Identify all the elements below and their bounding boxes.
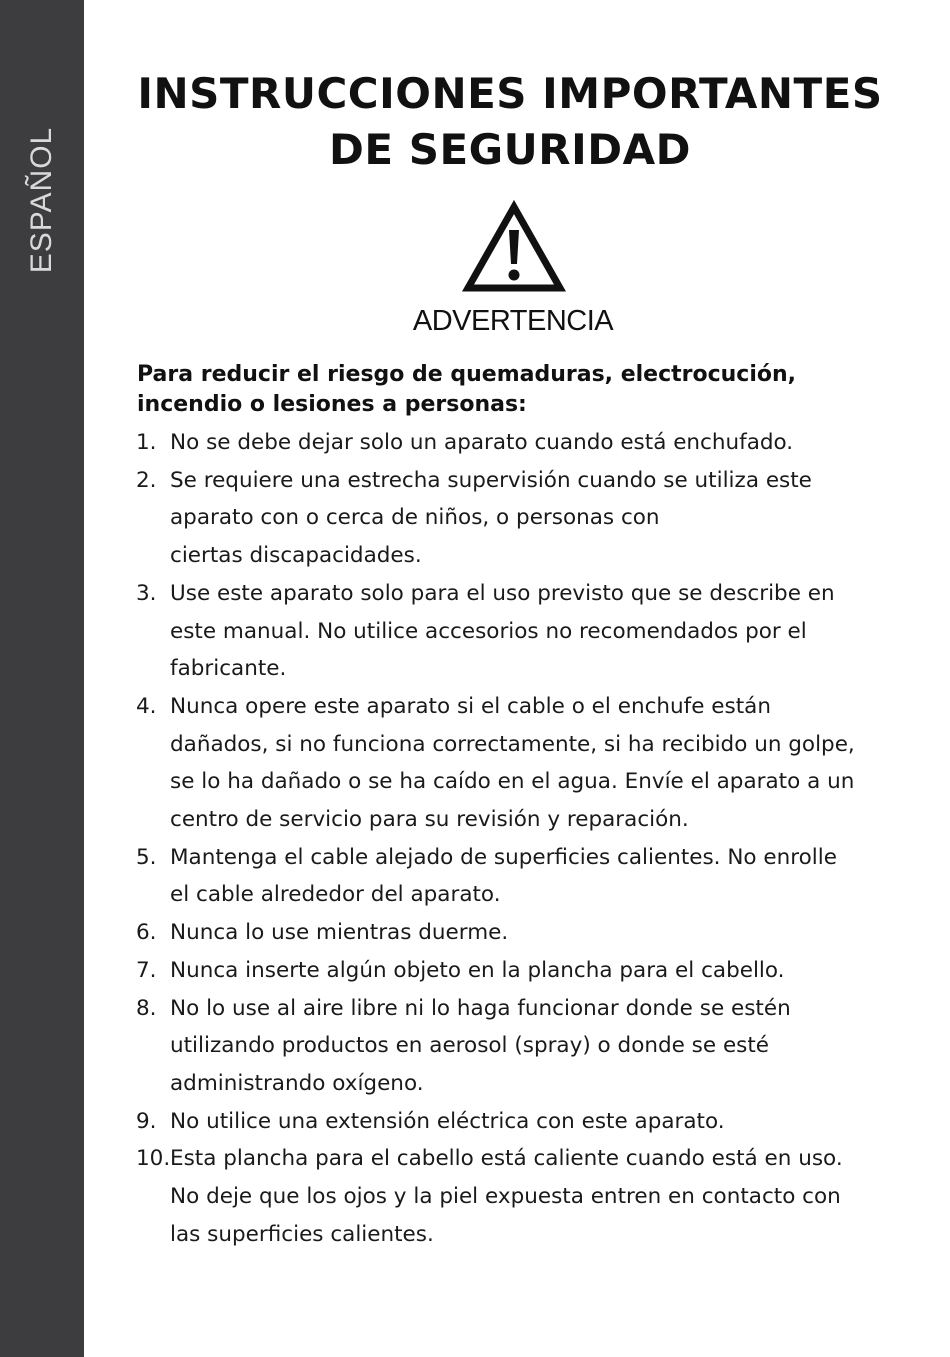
page-title-line-2: DE SEGURIDAD xyxy=(329,125,691,174)
rule-text-line: Use este aparato solo para el uso previsto que se describe en xyxy=(170,580,835,606)
rule-text-line: Nunca lo use mientras duerme. xyxy=(170,920,509,946)
rule-number: 1. xyxy=(136,430,157,455)
safety-rule-item xyxy=(136,914,911,952)
rule-text-line: aparato con o cerca de niños, o personas con xyxy=(170,505,660,531)
warning-label: ADVERTENCIA xyxy=(412,305,614,337)
safety-rule-item xyxy=(136,424,911,462)
safety-rule-item xyxy=(136,952,911,990)
safety-rule-item xyxy=(136,1103,911,1141)
rule-text-line: Mantenga el cable alejado de superficies calientes. No enrolle xyxy=(170,844,837,870)
warning-triangle-icon xyxy=(461,200,567,294)
safety-rules-list xyxy=(136,424,911,1253)
rule-text-line: No lo use al aire libre ni lo haga funcionar donde se estén xyxy=(170,995,791,1021)
rule-number: 2. xyxy=(136,467,157,493)
rule-number: 3. xyxy=(136,580,157,606)
rule-number: 7. xyxy=(136,957,157,983)
rule-number: 6. xyxy=(136,920,157,946)
rule-text-line: ciertas discapacidades. xyxy=(170,543,422,569)
safety-rule-item xyxy=(136,575,911,688)
rule-text-line: el cable alrededor del aparato. xyxy=(170,882,501,908)
language-label: ESPAÑOL xyxy=(25,126,58,274)
intro-text xyxy=(137,360,907,420)
rule-text-line: utilizando productos en aerosol (spray) o donde se esté xyxy=(170,1033,770,1059)
rule-text-line: dañados, si no funciona correctamente, si ha recibido un golpe, xyxy=(170,731,855,757)
safety-rule-item xyxy=(136,1140,911,1253)
rule-number: 8. xyxy=(136,995,157,1021)
rule-number: 4. xyxy=(136,693,157,719)
page-title xyxy=(110,66,910,178)
safety-rule-item xyxy=(136,688,911,839)
safety-rule-item xyxy=(136,839,911,914)
rule-text-line: Esta plancha para el cabello está caliente cuando está en uso. xyxy=(170,1146,843,1172)
rule-text-line: centro de servicio para su revisión y reparación. xyxy=(170,807,689,833)
language-sidebar xyxy=(0,0,84,1357)
intro-line-2: incendio o lesiones a personas: xyxy=(137,392,527,417)
rule-text-line: No deje que los ojos y la piel expuesta entren en contacto con xyxy=(170,1184,841,1210)
intro-line-1: Para reducir el riesgo de quemaduras, electrocución, xyxy=(137,362,797,387)
page-title-line-1: INSTRUCCIONES IMPORTANTES xyxy=(137,69,883,118)
rule-text-line: Nunca opere este aparato si el cable o el enchufe están xyxy=(170,693,771,719)
rule-number: 9. xyxy=(136,1108,157,1134)
rule-number: 5. xyxy=(136,844,157,870)
rule-text-line: Nunca inserte algún objeto en la plancha para el cabello. xyxy=(170,957,785,983)
rule-number: 10. xyxy=(136,1146,171,1172)
rule-text-line: No se debe dejar solo un aparato cuando está enchufado. xyxy=(170,430,794,455)
safety-rule-item xyxy=(136,462,911,575)
rule-text-line: se lo ha dañado o se ha caído en el agua. Envíe el aparato a un xyxy=(170,769,855,795)
safety-rule-item xyxy=(136,990,911,1103)
rule-text-line: administrando oxígeno. xyxy=(170,1070,424,1096)
rule-text-line: fabricante. xyxy=(170,656,287,682)
rule-text-line: No utilice una extensión eléctrica con este aparato. xyxy=(170,1108,725,1134)
rule-text-line: este manual. No utilice accesorios no recomendados por el xyxy=(170,618,807,644)
rule-text-line: las superficies calientes. xyxy=(170,1221,434,1247)
rule-text-line: Se requiere una estrecha supervisión cuando se utiliza este xyxy=(170,467,812,493)
